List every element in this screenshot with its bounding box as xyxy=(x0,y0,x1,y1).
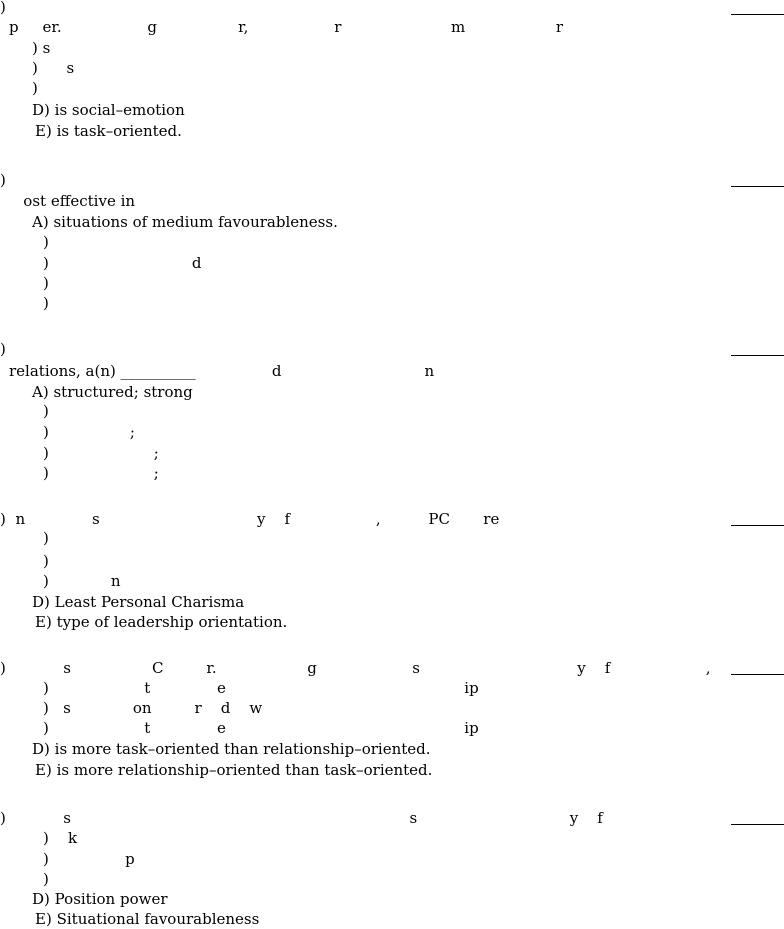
option-b: ) xyxy=(43,233,49,251)
answer-blank[interactable] xyxy=(731,674,784,675)
answer-blank[interactable] xyxy=(731,14,784,15)
question-number: ) xyxy=(0,171,6,189)
question-number: ) xyxy=(0,0,6,16)
question-stem: ost effective in xyxy=(9,192,136,210)
option-a: ) t e ip xyxy=(43,679,479,697)
option-c: ) t e ip xyxy=(43,719,479,737)
question-stem: n s y f , PC re xyxy=(6,510,500,528)
option-d: D) Least Personal Charisma xyxy=(32,593,245,611)
option-c: ) ; xyxy=(43,423,135,441)
option-c: ) n xyxy=(43,572,121,590)
question-1 xyxy=(0,0,784,140)
question-2 xyxy=(0,170,784,310)
option-b: ) xyxy=(43,552,49,570)
question-number: ) xyxy=(0,340,6,358)
option-d: ) xyxy=(43,274,49,292)
question-stem: p er. g r, r m r xyxy=(9,18,564,36)
option-a: ) k xyxy=(43,829,78,847)
option-e: ) xyxy=(43,294,49,312)
answer-blank[interactable] xyxy=(731,824,784,825)
option-a: ) s xyxy=(32,39,51,57)
option-c: ) xyxy=(43,870,49,888)
answer-blank[interactable] xyxy=(731,186,784,187)
option-b: ) s on r d w xyxy=(43,699,263,717)
question-number: ) xyxy=(0,659,6,677)
answer-blank[interactable] xyxy=(731,355,784,356)
option-e: E) is task–oriented. xyxy=(35,122,182,140)
option-d: ) ; xyxy=(43,444,159,462)
option-b: ) xyxy=(43,529,49,547)
option-b: ) p xyxy=(43,850,135,868)
question-stem: s s y f xyxy=(6,809,603,827)
answer-blank[interactable] xyxy=(731,525,784,526)
question-number: ) xyxy=(0,510,6,528)
option-e: E) is more relationship–oriented than task–oriented. xyxy=(35,761,433,779)
question-stem: relations, a(n) __________ d n xyxy=(9,362,435,380)
question-5 xyxy=(0,658,784,798)
option-b: ) xyxy=(43,402,49,420)
option-e: ) ; xyxy=(43,464,159,482)
question-4 xyxy=(0,509,784,649)
option-c: ) d xyxy=(43,254,202,272)
option-c: ) xyxy=(32,79,38,97)
option-d: D) is social–emotion xyxy=(32,101,185,119)
option-b: ) s xyxy=(32,59,75,77)
question-stem: s C r. g s y f , xyxy=(6,659,711,677)
option-d: D) is more task–oriented than relationship–oriented. xyxy=(32,740,431,758)
option-d: D) Position power xyxy=(32,890,168,908)
option-e: E) type of leadership orientation. xyxy=(35,613,288,631)
question-number: ) xyxy=(0,809,6,827)
option-e: E) Situational favourableness xyxy=(35,910,260,928)
option-a: A) situations of medium favourableness. xyxy=(32,213,338,231)
option-a: A) structured; strong xyxy=(32,383,193,401)
question-6 xyxy=(0,808,784,928)
question-3 xyxy=(0,339,784,482)
